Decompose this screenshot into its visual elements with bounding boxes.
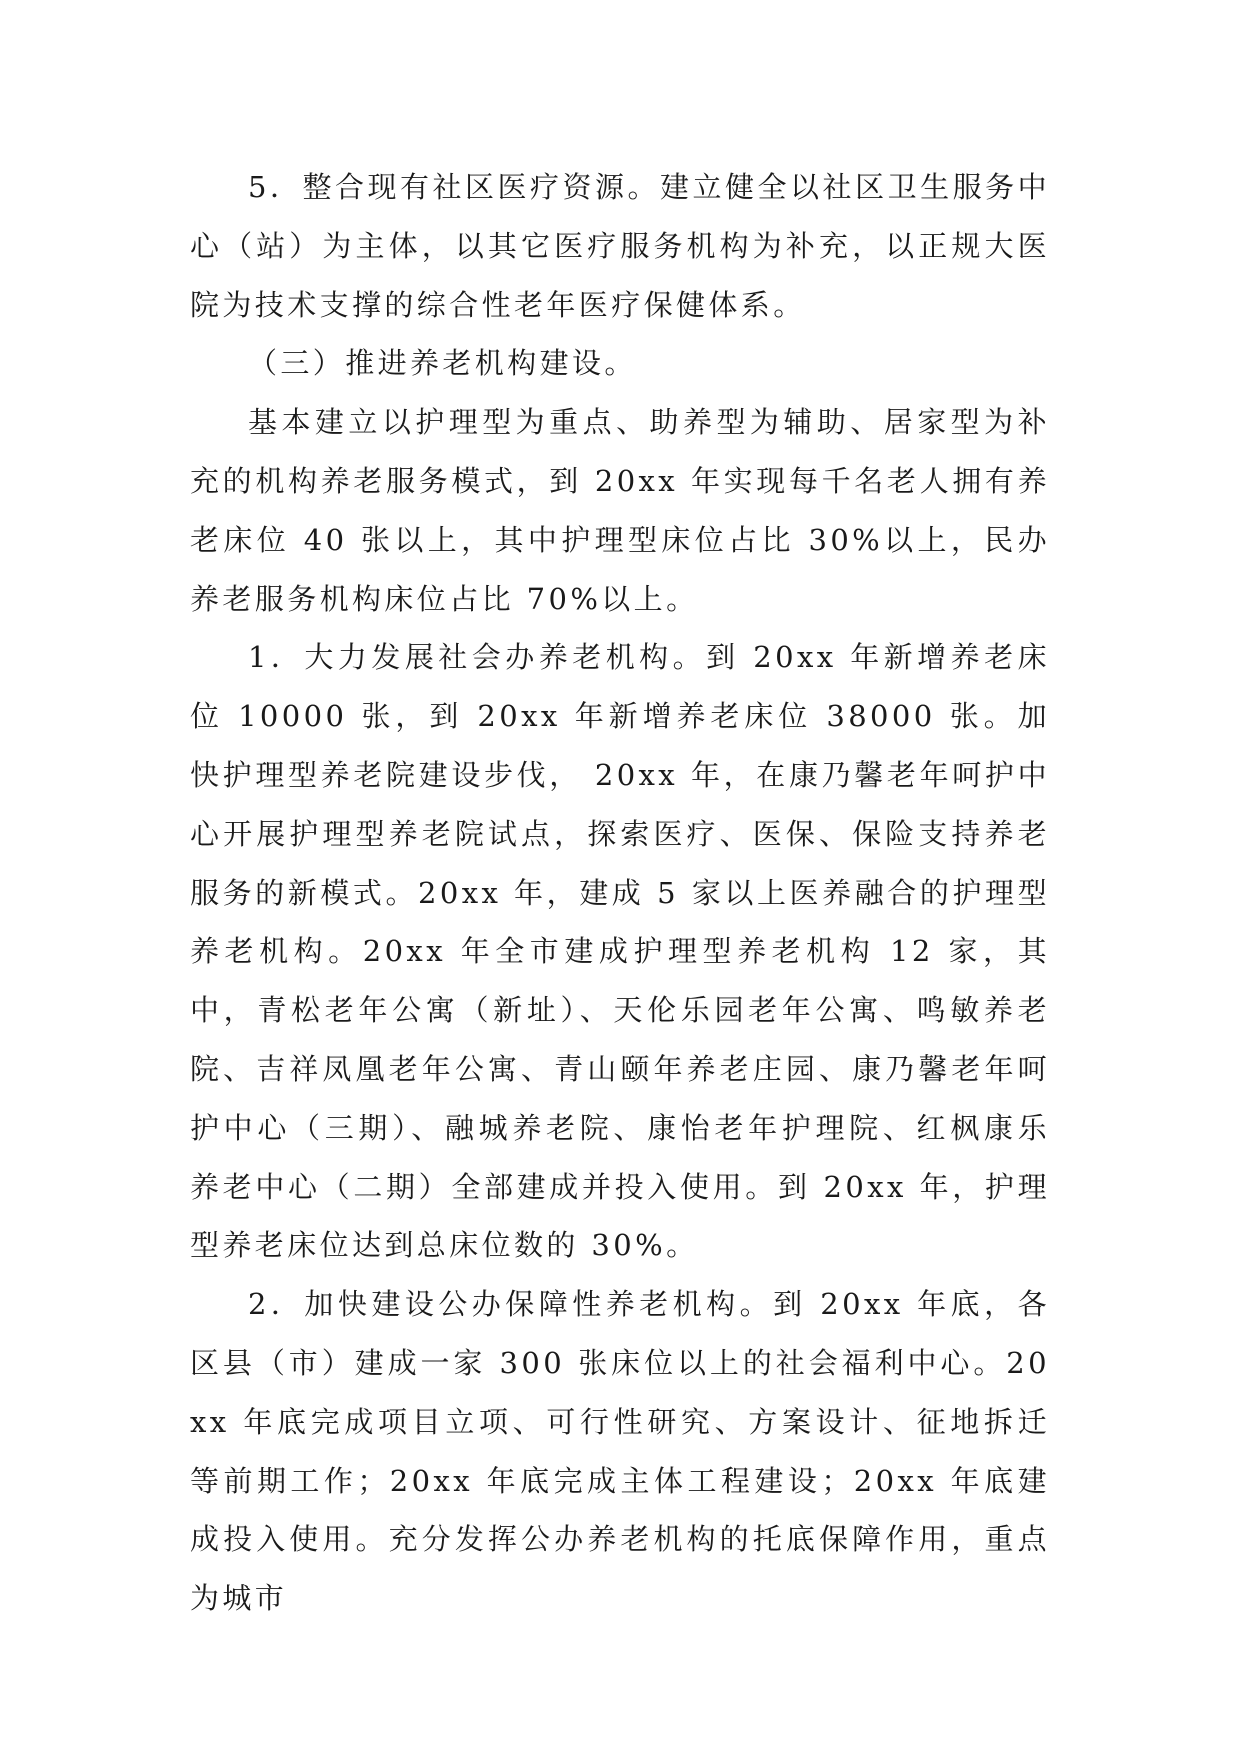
- paragraph-item-5-medical-resources: 5．整合现有社区医疗资源。建立健全以社区卫生服务中心（站）为主体，以其它医疗服务机构为补充，以正规大医院为技术支撑的综合性老年医疗保健体系。: [190, 170, 1050, 322]
- paragraph-item-2-public-institutions: 2．加快建设公办保障性养老机构。到 20xx 年底，各区县（市）建成一家 300 张床位以上的社会福利中心。20xx 年底完成项目立项、可行性研究、方案设计、征地拆迁等前期工作；20xx 年底完成主体工程建设；20xx 年底建成投入使用。充分发挥公办养老机构的托底保障作用，重点为城市: [190, 1287, 1050, 1616]
- paragraph-institution-model: 基本建立以护理型为重点、助养型为辅助、居家型为补充的机构养老服务模式，到 20xx 年实现每千名老人拥有养老床位 40 张以上，其中护理型床位占比 30%以上，民办养老服务机构床位占比 70%以上。: [190, 405, 1050, 616]
- document-body: [190, 158, 1050, 1628]
- paragraph-item-1-social-institutions: 1．大力发展社会办养老机构。到 20xx 年新增养老床位 10000 张，到 20xx 年新增养老床位 38000 张。加快护理型养老院建设步伐， 20xx 年，在康乃馨老年呵护中心开展护理型养老院试点，探索医疗、医保、保险支持养老服务的新模式。20xx 年，建成 5 家以上医养融合的护理型养老机构。20xx 年全市建成护理型养老机构 12 家，其中，青松老年公寓（新址）、天伦乐园老年公寓、鸣敏养老院、吉祥凤凰老年公寓、青山颐年养老庄园、康乃馨老年呵护中心（三期）、融城养老院、康怡老年护理院、红枫康乐养老中心（二期）全部建成并投入使用。到 20xx 年，护理型养老床位达到总床位数的 30%。: [190, 640, 1050, 1263]
- section-heading-three: （三）推进养老机构建设。: [248, 346, 637, 381]
